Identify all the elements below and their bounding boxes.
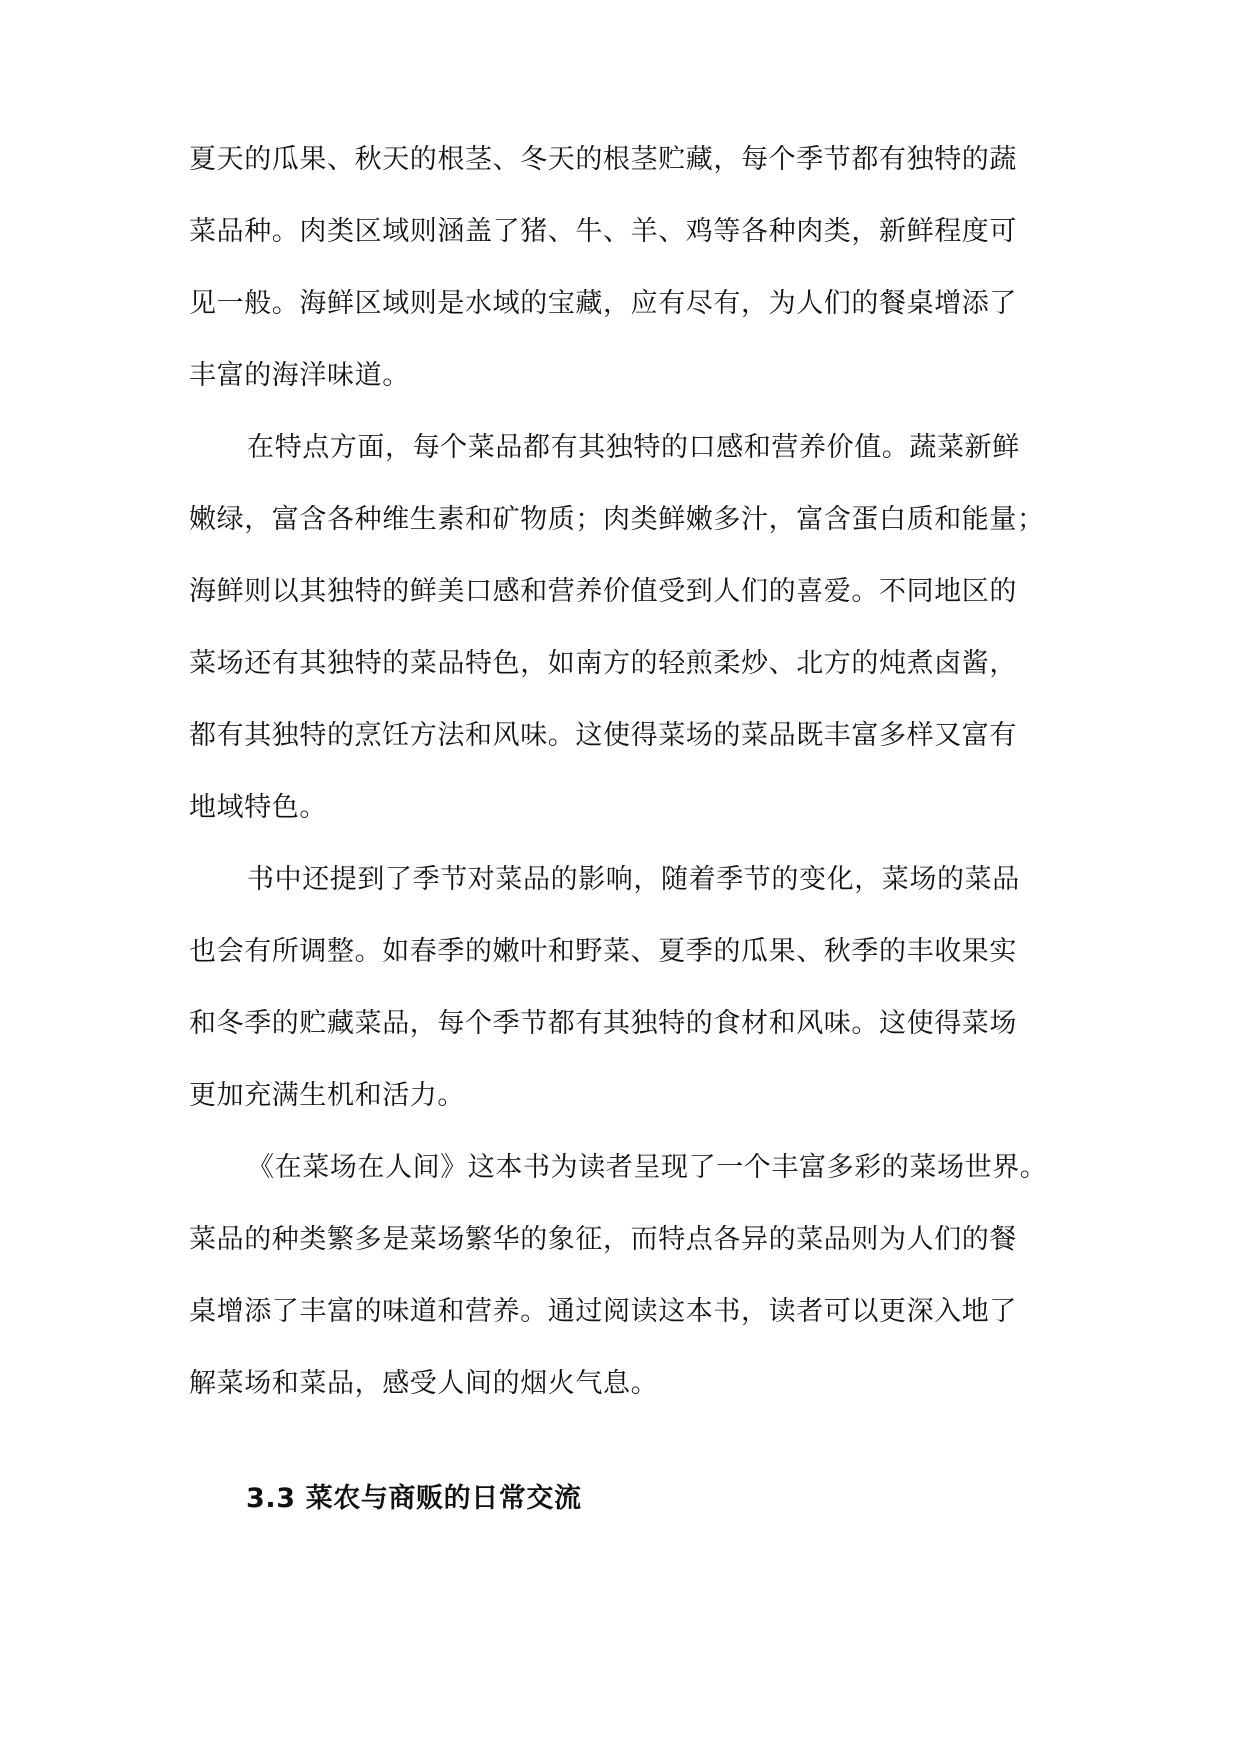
text-line: 菜场还有其独特的菜品特色，如南方的轻煎柔炒、北方的炖煮卤酱， — [189, 648, 1017, 679]
text-line: 和冬季的贮藏菜品，每个季节都有其独特的食材和风味。这使得菜场 — [189, 1008, 1017, 1039]
text-line: 菜品种。肉类区域则涵盖了猪、牛、羊、鸡等各种肉类，新鲜程度可 — [189, 216, 1017, 247]
paragraph-first-line: 《在菜场在人间》这本书为读者呈现了一个丰富多彩的菜场世界。 — [247, 1152, 1048, 1183]
paragraph-first-line: 在特点方面，每个菜品都有其独特的口感和营养价值。蔬菜新鲜 — [247, 432, 1020, 463]
text-line: 地域特色。 — [189, 792, 327, 823]
text-line: 都有其独特的烹饪方法和风味。这使得菜场的菜品既丰富多样又富有 — [189, 720, 1017, 751]
text-line: 更加充满生机和活力。 — [189, 1080, 465, 1111]
text-line: 夏天的瓜果、秋天的根茎、冬天的根茎贮藏，每个季节都有独特的蔬 — [189, 144, 1017, 175]
text-line: 嫩绿，富含各种维生素和矿物质；肉类鲜嫩多汁，富含蛋白质和能量； — [189, 504, 1045, 535]
text-line: 也会有所调整。如春季的嫩叶和野菜、夏季的瓜果、秋季的丰收果实 — [189, 936, 1017, 967]
text-line: 见一般。海鲜区域则是水域的宝藏，应有尽有，为人们的餐桌增添了 — [189, 288, 1017, 319]
text-line: 丰富的海洋味道。 — [189, 360, 410, 391]
text-line: 桌增添了丰富的味道和营养。通过阅读这本书，读者可以更深入地了 — [189, 1296, 1017, 1327]
paragraph-first-line: 书中还提到了季节对菜品的影响，随着季节的变化，菜场的菜品 — [247, 864, 1020, 895]
section-heading: 3.3 菜农与商贩的日常交流 — [246, 1483, 582, 1514]
text-line: 菜品的种类繁多是菜场繁华的象征，而特点各异的菜品则为人们的餐 — [189, 1224, 1017, 1255]
text-line: 海鲜则以其独特的鲜美口感和营养价值受到人们的喜爱。不同地区的 — [189, 576, 1017, 607]
text-line: 解菜场和菜品，感受人间的烟火气息。 — [189, 1368, 659, 1399]
